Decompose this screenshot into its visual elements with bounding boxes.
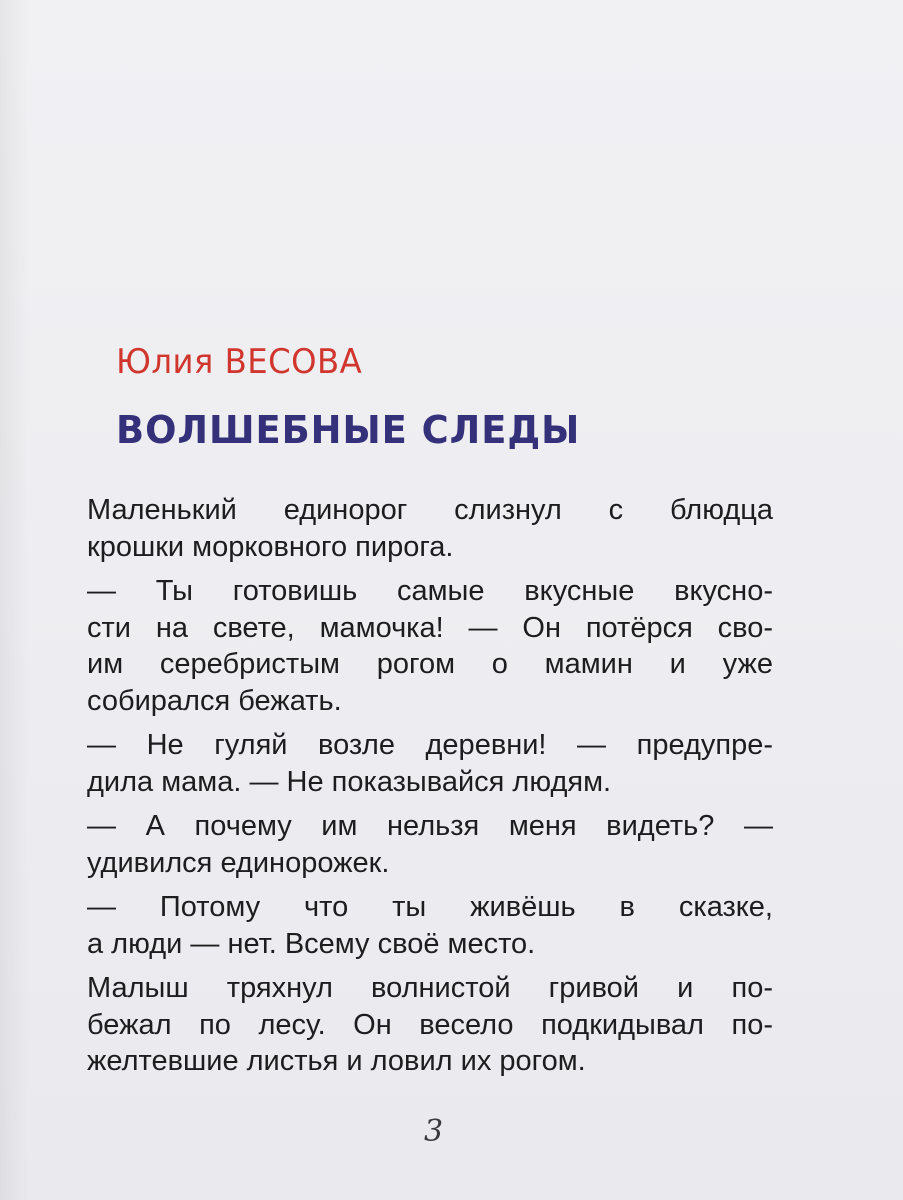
author-name: Юлия ВЕСОВА [116, 342, 363, 382]
text-line: — Не гуляй возле деревни! — предупре- [87, 729, 773, 761]
text-line: желтевшие листья и ловил их рогом. [87, 1045, 586, 1077]
text-line: — А почему им нельзя меня видеть? — [87, 810, 773, 842]
text-line: Малыш тряхнул волнистой гривой и по- [87, 972, 773, 1004]
text-line: дила мама. — Не показывайся людям. [87, 765, 612, 798]
story-title: ВОЛШЕБНЫЕ СЛЕДЫ [116, 408, 581, 452]
paragraph-5 [87, 889, 773, 962]
text-line: — Ты готовишь самые вкусные вкусно- [87, 575, 773, 607]
page-fold-shadow [0, 0, 30, 1200]
paragraph-1 [87, 492, 773, 565]
paragraph-3 [87, 727, 773, 800]
text-line: сти на свете, мамочка! — Он потёрся сво- [87, 611, 773, 644]
paragraph-4 [87, 808, 773, 881]
text-line: бежал по лесу. Он весело подкидывал по- [87, 1008, 773, 1041]
text-line: Маленький единорог слизнул с блюдца [87, 494, 773, 526]
page-number: 3 [424, 1114, 444, 1149]
paragraph-2 [87, 573, 773, 719]
text-line: — Потому что ты живёшь в сказке, [87, 891, 773, 923]
text-line: им серебристым рогом о мамин и уже [87, 648, 773, 680]
story-text [87, 492, 773, 1088]
text-line: крошки морковного пирога. [87, 530, 454, 563]
paragraph-6 [87, 970, 773, 1080]
text-line: а люди — нет. Всему своё место. [87, 927, 536, 960]
text-line: собирался бежать. [87, 684, 342, 717]
text-line: удивился единорожек. [87, 846, 390, 879]
